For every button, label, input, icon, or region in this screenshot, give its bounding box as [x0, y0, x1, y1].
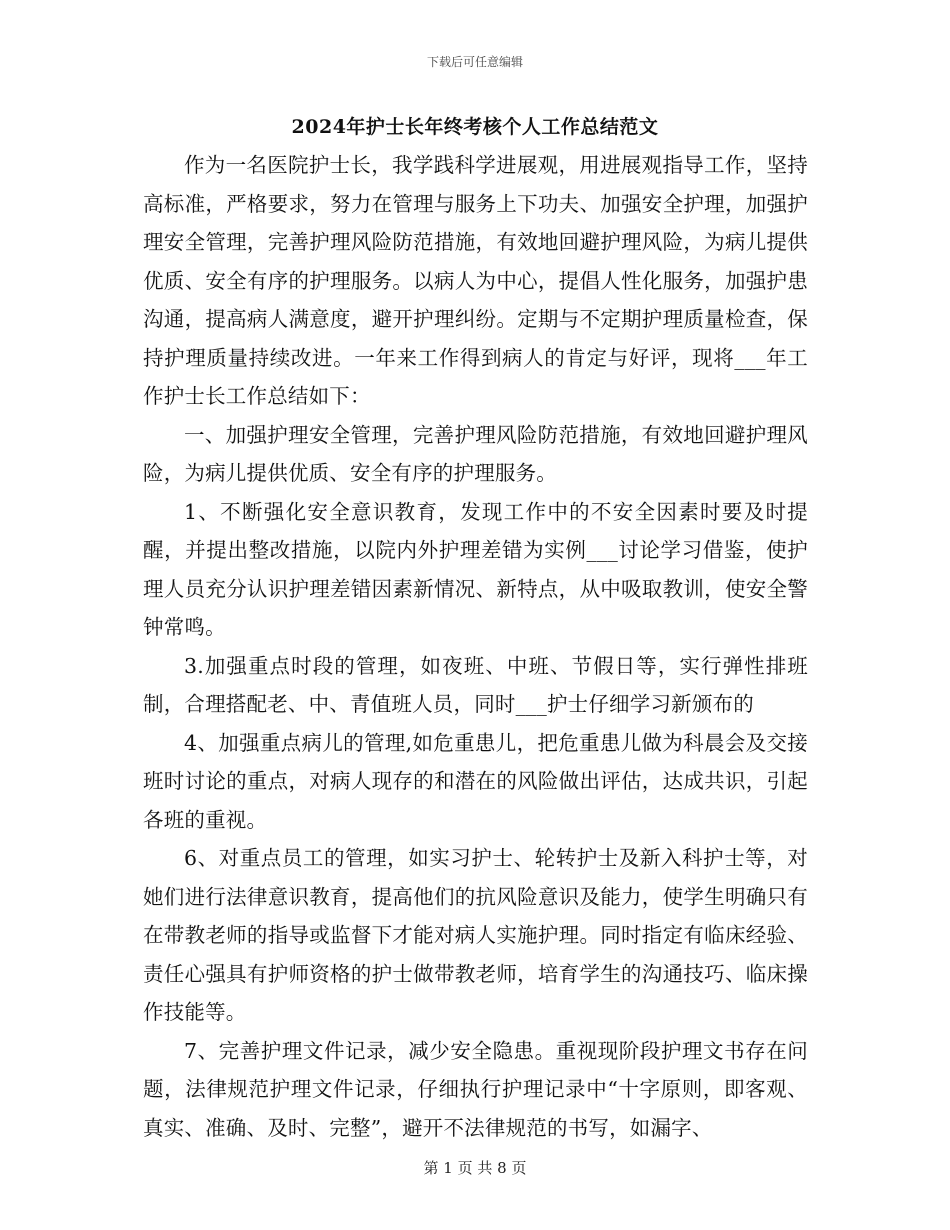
page-header-note: 下载后可任意编辑 — [426, 55, 523, 69]
paragraph-item-7: 7、完善护理文件记录，减少安全隐患。重视现阶段护理文书存在问题，法律规范护理文件记录，仔细执行护理记录中“十字原则，即客观、真实、准确、及时、完整”，避开不法律规范的书写，如漏字、 — [143, 1038, 808, 1140]
paragraph-section-1: 一、加强护理安全管理，完善护理风险防范措施，有效地回避护理风险，为病儿提供优质、安全有序的护理服务。 — [143, 422, 808, 485]
paragraph-intro: 作为一名医院护士长，我学践科学进展观，用进展观指导工作，坚持高标准，严格要求，努力在管理与服务上下功夫、加强安全护理，加强护理安全管理，完善护理风险防范措施，有效地回避护理风险，为病儿提供优质、安全有序的护理服务。以病人为中心，提倡人性化服务，加强护患沟通，提高病人满意度，避开护理纠纷。定期与不定期护理质量检查，保持护理质量持续改进。一年来工作得到病人的肯定与好评，现将___年工作护士长工作总结如下： — [143, 153, 808, 408]
document-title: 2024年护士长年终考核个人工作总结范文 — [291, 116, 659, 138]
paragraph-item-1: 1、不断强化安全意识教育，发现工作中的不安全因素时要及时提醒，并提出整改措施，以院内外护理差错为实例___讨论学习借鉴，使护理人员充分认识护理差错因素新情况、新特点，从中吸取教训，使安全警钟常鸣。 — [143, 499, 808, 639]
paragraph-item-4: 4、加强重点病儿的管理,如危重患儿，把危重患儿做为科晨会及交接班时讨论的重点，对病人现存的和潜在的风险做出评估，达成共识，引起各班的重视。 — [143, 730, 808, 832]
paragraph-item-3: 3.加强重点时段的管理，如夜班、中班、节假日等，实行弹性排班制，合理搭配老、中、青值班人员，同时___护士仔细学习新颁布的 — [143, 653, 808, 716]
document-body — [143, 146, 808, 1147]
page-number: 第 1 页 共 8 页 — [423, 1159, 527, 1177]
paragraph-item-6: 6、对重点员工的管理，如实习护士、轮转护士及新入科护士等，对她们进行法律意识教育，提高他们的抗风险意识及能力，使学生明确只有在带教老师的指导或监督下才能对病人实施护理。同时指定有临床经验、责任心强具有护师资格的护士做带教老师，培育学生的沟通技巧、临床操作技能等。 — [143, 846, 808, 1024]
